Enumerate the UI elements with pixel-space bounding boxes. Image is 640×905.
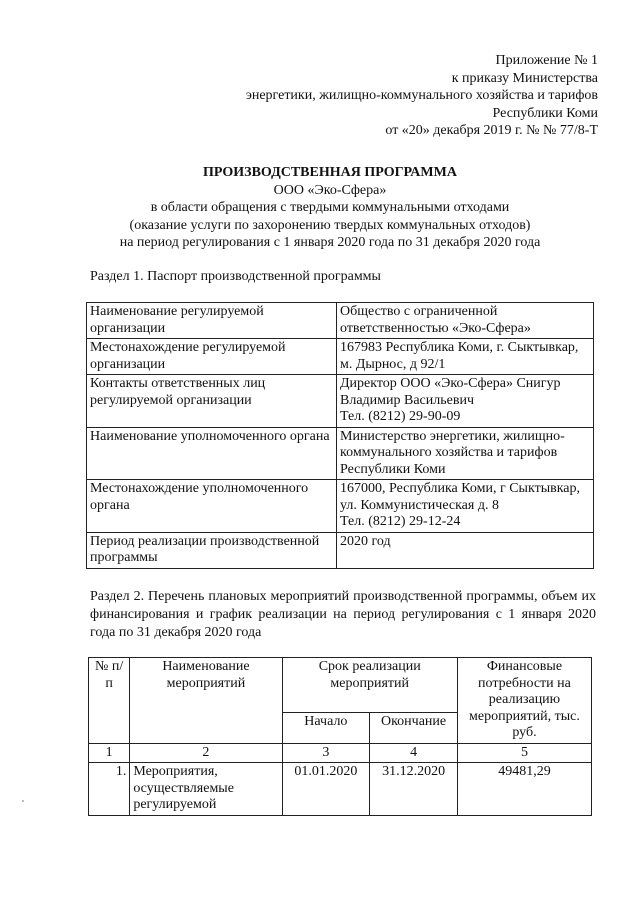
title-line: (оказание услуги по захоронению твердых коммунальных отходов) xyxy=(129,217,531,233)
row-value: 167000, Республика Коми, г Сыктывкар, ул. Коммунистическая д. 8 xyxy=(340,481,581,513)
col-number: 1 xyxy=(89,743,130,763)
header-num: № п/п xyxy=(89,658,130,744)
annex-line: энергетики, жилищно-коммунального хозяйства и тарифов xyxy=(245,88,598,103)
row-phone: Тел. (8212) 29-90-09 xyxy=(340,409,461,424)
header-name: Наименование мероприятий xyxy=(130,658,282,744)
row-value-cell xyxy=(337,480,594,533)
table-row xyxy=(87,532,594,568)
row-label: Местонахождение уполномоченного органа xyxy=(87,480,337,533)
annex-line: от «20» декабря 2019 г. № № 77/8-Т xyxy=(385,123,598,138)
title-org: ООО «Эко-Сфера» xyxy=(273,182,387,198)
row-label: Период реализации производственной программы xyxy=(87,532,337,568)
title-main: ПРОИЗВОДСТВЕННАЯ ПРОГРАММА xyxy=(203,165,457,180)
row-finance: 49481,29 xyxy=(457,763,591,816)
col-number: 4 xyxy=(370,743,458,763)
header-finance: Финансовые потребности на реализацию мероприятий, тыс. руб. xyxy=(457,658,591,744)
col-number: 2 xyxy=(130,743,282,763)
plan-table xyxy=(88,657,592,816)
annex-line: Республики Коми xyxy=(492,105,598,121)
row-phone: Тел. (8212) 29-12-24 xyxy=(340,514,461,529)
title-line: на период регулирования с 1 января 2020 года по 31 декабря 2020 года xyxy=(119,235,541,250)
table-row xyxy=(89,763,592,816)
table-row xyxy=(87,339,594,375)
row-end: 31.12.2020 xyxy=(370,763,458,816)
row-value: 167983 Республика Коми, г. Сыктывкар, м. Дырнос, д 92/1 xyxy=(337,339,594,375)
row-value: 2020 год xyxy=(337,532,594,568)
document-title xyxy=(60,164,600,252)
title-line: в области обращения с твердыми коммунальными отходами xyxy=(150,200,510,215)
annex-line: Приложение № 1 xyxy=(495,53,598,68)
table-header-row xyxy=(89,658,592,713)
row-label: Наименование уполномоченного органа xyxy=(87,427,337,480)
row-value-cell xyxy=(337,375,594,428)
col-number: 3 xyxy=(282,743,370,763)
row-name: Мероприятия, осуществляемые регулируемой xyxy=(130,763,282,816)
row-value: Министерство энергетики, жилищно-коммунального хозяйства и тарифов Республики Коми xyxy=(337,427,594,480)
row-label: Контакты ответственных лиц регулируемой организации xyxy=(87,375,337,428)
table-row xyxy=(87,375,594,428)
section1-heading: Раздел 1. Паспорт производственной программы xyxy=(90,269,381,284)
row-start: 01.01.2020 xyxy=(282,763,370,816)
row-value: Общество с ограниченной ответственностью «Эко-Сфера» xyxy=(337,303,594,339)
annex-header xyxy=(246,52,598,140)
table-row xyxy=(87,303,594,339)
table-colnum-row xyxy=(89,743,592,763)
header-start: Начало xyxy=(282,713,370,743)
table-row xyxy=(87,480,594,533)
passport-table xyxy=(86,302,594,569)
row-label: Наименование регулируемой организации xyxy=(87,303,337,339)
header-end: Окончание xyxy=(370,713,458,743)
table-row xyxy=(87,427,594,480)
row-value: Директор ООО «Эко-Сфера» Снигур Владимир Васильевич xyxy=(340,376,561,408)
scan-speck xyxy=(22,800,24,802)
col-number: 5 xyxy=(457,743,591,763)
row-label: Местонахождение регулируемой организации xyxy=(87,339,337,375)
annex-line: к приказу Министерства xyxy=(451,70,598,86)
section2-heading: Раздел 2. Перечень плановых мероприятий производственной программы, объем их финансирования и график реализации на период регулирования с 1 января 2020 года по 31 декабря 2020 года xyxy=(90,589,596,640)
row-num: 1. xyxy=(89,763,130,816)
header-period: Срок реализации мероприятий xyxy=(282,658,457,713)
